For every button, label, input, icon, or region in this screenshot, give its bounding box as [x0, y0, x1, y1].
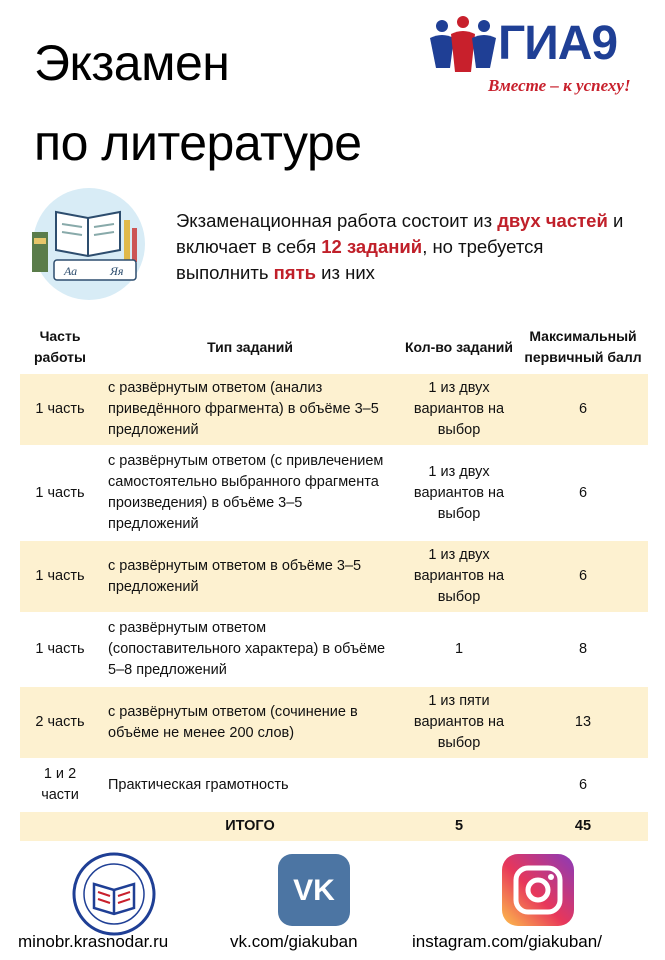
title-line-1: Экзамен	[34, 35, 230, 91]
illustration-label-left: Аа	[64, 264, 78, 278]
header-score: Максимальный первичный балл	[524, 328, 642, 365]
vk-link[interactable]: vk.com/giakuban	[230, 932, 358, 951]
header-type: Тип заданий	[207, 338, 293, 355]
minobr-link[interactable]: minobr.krasnodar.ru	[18, 932, 169, 951]
total-score: 45	[518, 811, 648, 841]
table-total-row	[20, 811, 648, 841]
table-header-row	[20, 322, 648, 373]
total-label: ИТОГО	[100, 811, 400, 841]
title-line-2: по литературе	[34, 115, 362, 171]
instagram-link[interactable]: instagram.com/giakuban/	[412, 932, 602, 951]
illustration-label-right: Яя	[110, 264, 124, 278]
logo-slogan: Вместе – к успеху!	[488, 76, 631, 95]
table-row: 1 часть с развёрнутым ответом (сопоставительного характера) в объёме 5–8 предложений 1 8	[20, 613, 648, 686]
svg-text:VK: VK	[293, 874, 335, 907]
vk-icon[interactable]	[278, 854, 350, 926]
exam-table	[20, 322, 648, 841]
gia9-people-icon	[428, 16, 498, 74]
intro-text: Экзаменационная работа состоит из двух частей и включает в себя 12 заданий, но требуется выполнить пять из них	[176, 210, 624, 283]
table-row: 1 и 2 части Практическая грамотность 6	[20, 759, 648, 811]
gia9-logo	[428, 16, 648, 98]
books-illustration	[24, 188, 154, 300]
total-count: 5	[400, 811, 518, 841]
logo-word: ГИА9	[498, 17, 618, 70]
header-part: Часть работы	[33, 328, 86, 365]
table-row: 1 часть с развёрнутым ответом (анализ приведённого фрагмента) в объёме 3–5 предложений 1 из двух вариантов на выбор 6	[20, 373, 648, 446]
table-row: 1 часть с развёрнутым ответом в объёме 3–5 предложений 1 из двух вариантов на выбор 6	[20, 540, 648, 613]
instagram-icon[interactable]	[502, 854, 574, 926]
table-row: 2 часть с развёрнутым ответом (сочинение в объёме не менее 200 слов) 1 из пяти вариантов на выбор 13	[20, 686, 648, 759]
minobr-emblem-icon[interactable]	[72, 852, 156, 936]
header-count: Кол-во заданий	[404, 338, 514, 355]
table-row: 1 часть с развёрнутым ответом (с привлечением самостоятельно выбранного фрагмента произведения) в объёме 3–5 предложений 1 из двух вариантов на выбор 6	[20, 446, 648, 540]
